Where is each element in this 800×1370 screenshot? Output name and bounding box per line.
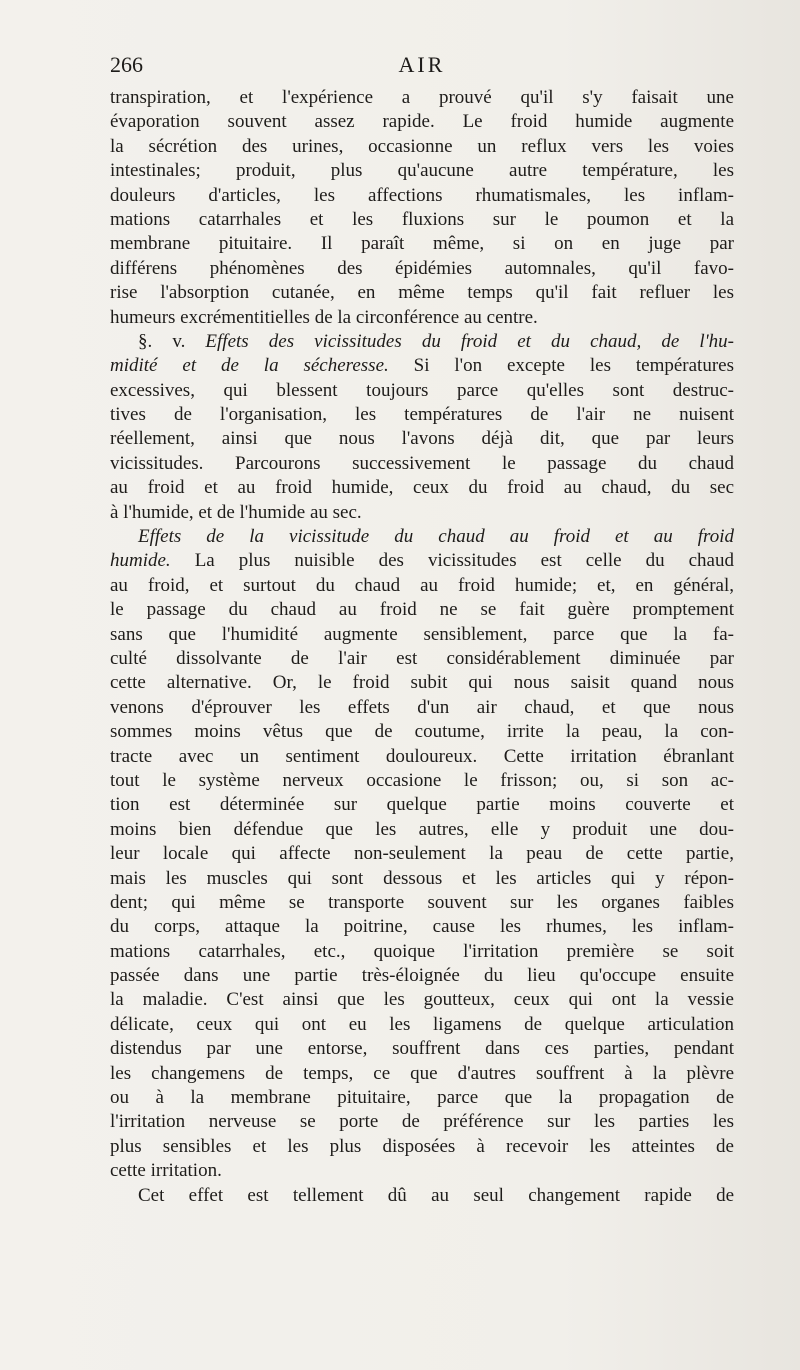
text-line [110,257,734,281]
text-line [110,891,734,915]
text-segment: La plus nuisible des vicissitudes est celle du chaud [170,550,734,572]
text-segment: mais les muscles qui sont dessous et les articles qui y répon- [110,867,734,889]
text-line [110,818,734,842]
text-line [110,306,734,330]
text-line [110,135,734,159]
italic-text: Effets des vicissitudes du froid et du chaud, de l'hu- [205,330,734,352]
text-line [110,330,734,354]
text-segment: évaporation souvent assez rapide. Le froid humide augmente [110,111,734,133]
text-line [110,476,734,500]
text-segment: à l'humide, et de l'humide au sec. [110,501,362,523]
text-segment: tracte avec un sentiment douloureux. Cette irritation ébranlant [110,745,734,767]
text-line [110,1037,734,1061]
text-segment: les changemens de temps, ce que d'autres souffrent à la plèvre [110,1062,734,1084]
text-segment: humeurs excrémentitielles de la circonférence au centre. [110,306,538,328]
text-line [110,403,734,427]
text-line [110,1135,734,1159]
text-segment: intestinales; produit, plus qu'aucune autre température, les [110,160,734,182]
text-line [110,964,734,988]
text-segment: culté dissolvante de l'air est considérablement diminuée par [110,647,734,669]
text-line [110,647,734,671]
text-segment: tives de l'organisation, les températures de l'air ne nuisent [110,404,734,426]
text-segment: vicissitudes. Parcourons successivement le passage du chaud [110,452,734,474]
text-segment: l'irritation nerveuse se porte de préférence sur les parties les [110,1111,734,1133]
text-segment: réellement, ainsi que nous l'avons déjà dit, que par leurs [110,428,734,450]
text-segment: plus sensibles et les plus disposées à recevoir les atteintes de [110,1135,734,1157]
text-line [110,696,734,720]
text-line [110,867,734,891]
text-segment: mations catarrhales et les fluxions sur le poumon et la [110,208,734,230]
text-segment: distendus par une entorse, souffrent dans ces parties, pendant [110,1038,734,1060]
italic-text: Effets de la vicissitude du chaud au froid et au froid [138,526,734,548]
text-segment: cette alternative. Or, le froid subit qui nous saisit quand nous [110,672,734,694]
text-line [110,1159,734,1183]
text-line [110,745,734,769]
text-segment: le passage du chaud au froid ne se fait guère promptement [110,599,734,621]
text-line [110,232,734,256]
running-title: AIR [398,52,446,77]
text-segment: leur locale qui affecte non-seulement la peau de cette partie, [110,843,734,865]
page-header [110,52,734,84]
body-text [110,86,734,1208]
text-line [110,159,734,183]
text-line [110,793,734,817]
text-segment: la sécrétion des urines, occasionne un reflux vers les voies [110,135,734,157]
text-line [110,915,734,939]
text-segment: Cet effet est tellement dû au seul changement rapide de [138,1184,734,1206]
text-line [110,86,734,110]
text-segment: tout le système nerveux occasione le frisson; ou, si son ac- [110,769,734,791]
page-number: 266 [110,52,143,77]
text-segment: la maladie. C'est ainsi que les goutteux, ceux qui ont la vessie [110,989,734,1011]
text-segment: différens phénomènes des épidémies automnales, qu'il favo- [110,257,734,279]
text-line [110,1184,734,1208]
text-line [110,549,734,573]
text-line [110,574,734,598]
text-line [110,842,734,866]
text-line [110,940,734,964]
text-line [110,769,734,793]
text-line [110,427,734,451]
text-segment: sommes moins vêtus que de coutume, irrite la peau, la con- [110,721,734,743]
text-line [110,1086,734,1110]
text-segment: au froid et au froid humide, ceux du froid au chaud, du sec [110,477,734,499]
text-segment: du corps, attaque la poitrine, cause les rhumes, les inflam- [110,916,734,938]
text-segment: excessives, qui blessent toujours parce qu'elles sont destruc- [110,379,734,401]
text-segment: sans que l'humidité augmente sensiblement, parce que la fa- [110,623,734,645]
text-segment: dent; qui même se transporte souvent sur les organes faibles [110,891,734,913]
text-line [110,988,734,1012]
text-segment: douleurs d'articles, les affections rhumatismales, les inflam- [110,184,734,206]
text-line [110,1062,734,1086]
text-line [110,379,734,403]
text-line [110,354,734,378]
text-segment: passée dans une partie très-éloignée du lieu qu'occupe ensuite [110,965,734,987]
text-line [110,1110,734,1134]
text-segment: délicate, ceux qui ont eu les ligamens de quelque articulation [110,1013,734,1035]
text-segment: au froid, et surtout du chaud au froid humide; et, en général, [110,574,734,596]
text-segment: moins bien défendue que les autres, elle y produit une dou- [110,818,734,840]
text-line [110,501,734,525]
text-line [110,110,734,134]
text-segment: membrane pituitaire. Il paraît même, si on en juge par [110,233,734,255]
text-segment: Si l'on excepte les températures [388,355,734,377]
text-segment: §. v. [138,330,206,352]
text-segment: ou à la membrane pituitaire, parce que la propagation de [110,1087,734,1109]
text-line [110,720,734,744]
text-line [110,1013,734,1037]
text-line [110,598,734,622]
text-line [110,525,734,549]
italic-text: midité et de la sécheresse. [110,355,389,377]
text-line [110,208,734,232]
text-segment: venons d'éprouver les effets d'un air chaud, et que nous [110,696,734,718]
text-segment: cette irritation. [110,1160,222,1182]
text-line [110,671,734,695]
text-line [110,184,734,208]
text-line [110,281,734,305]
text-line [110,623,734,647]
text-segment: rise l'absorption cutanée, en même temps qu'il fait refluer les [110,282,734,304]
text-line [110,452,734,476]
text-segment: mations catarrhales, etc., quoique l'irritation première se soit [110,940,734,962]
text-segment: tion est déterminée sur quelque partie moins couverte et [110,794,734,816]
italic-text: humide. [110,550,171,572]
text-segment: transpiration, et l'expérience a prouvé qu'il s'y faisait une [110,87,734,108]
